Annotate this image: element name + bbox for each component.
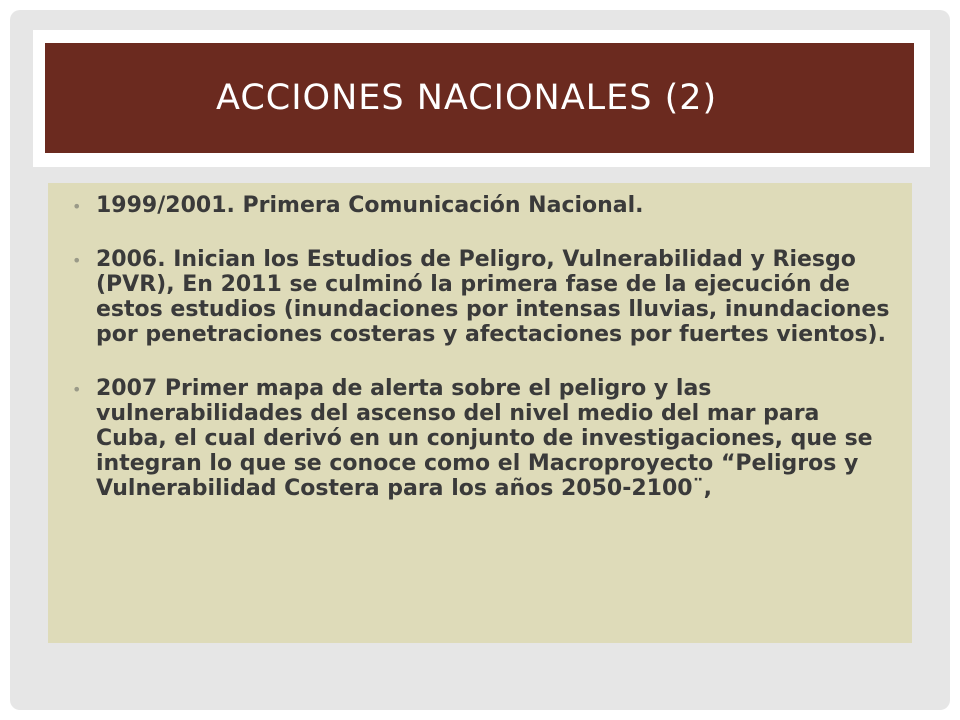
- bullet-text: 2007 Primer mapa de alerta sobre el peligro y las vulnerabilidades del ascenso del nivel medio del mar para Cuba, el cual derivó en un conjunto de investigaciones, que se integran lo que se conoce como el Macroproyecto “Peligros y Vulnerabilidad Costera para los años 2050-2100¨,: [96, 376, 873, 501]
- bullet-text: 1999/2001. Primera Comunicación Nacional.: [96, 193, 644, 218]
- bullet-dot-icon: •: [72, 197, 82, 216]
- list-item: [48, 376, 912, 501]
- bullet-text: 2006. Inician los Estudios de Peligro, Vulnerabilidad y Riesgo (PVR), En 2011 se culminó la primera fase de la ejecución de estos estudios (inundaciones por intensas lluvias, inundaciones por penetraciones costeras y afectaciones por fuertes vientos).: [96, 247, 890, 347]
- list-item: [48, 247, 912, 347]
- bullet-dot-icon: •: [72, 251, 82, 270]
- list-item: [48, 193, 912, 218]
- slide-title: ACCIONES NACIONALES (2): [216, 78, 718, 118]
- title-bar: [45, 43, 914, 153]
- bullet-list: [48, 193, 912, 530]
- content-box: [48, 183, 912, 643]
- bullet-dot-icon: •: [72, 380, 82, 399]
